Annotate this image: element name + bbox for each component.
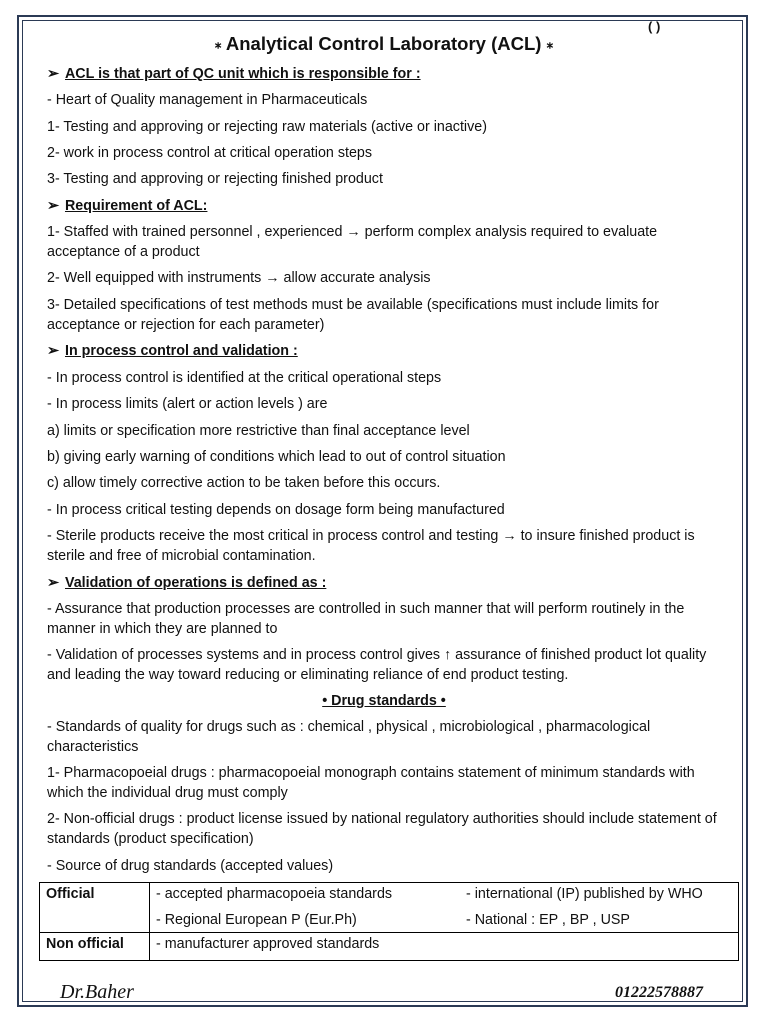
official-value: - accepted pharmacopoeia standards (156, 886, 393, 902)
text-line: 3- Detailed specifications of test methods must be available (specifications must include limits for acceptance or rejection for each parameter) (47, 297, 659, 333)
text-line: 1- Testing and approving or rejecting raw materials (active or inactive) (47, 119, 487, 135)
text-line: 1- Pharmacopoeial drugs : pharmacopoeial monograph contains statement of minimum standards with which the individual drug must comply (47, 765, 695, 801)
text-line: c) allow timely corrective action to be taken before this occurs. (47, 475, 441, 491)
table-row (40, 933, 739, 961)
phone-number: 01222578887 (615, 984, 703, 1001)
title-star-left: ⁎ (214, 36, 222, 51)
nonofficial-label: Non official (40, 933, 150, 961)
text-line: - Heart of Quality management in Pharmaceuticals (47, 92, 368, 108)
arrow-bullet-icon: ➢ (47, 66, 59, 82)
text-line: - Assurance that production processes are controlled in such manner that will perform routinely in the manner in which they are planned to (47, 601, 685, 637)
official-value: - Regional European P (Eur.Ph) (156, 912, 357, 928)
table-row (40, 883, 739, 933)
title-star-right: ⁎ (546, 36, 554, 51)
text-line: - Source of drug standards (accepted values) (47, 858, 334, 874)
drug-standards-heading: • Drug standards • (322, 693, 446, 709)
arrow-bullet-icon: ➢ (47, 198, 59, 214)
section-heading: ➢ Validation of operations is defined as : (47, 574, 326, 594)
text-line: - Sterile products receive the most critical in process control and testing → to insure finished product is sterile and free of microbial contamination. (47, 528, 695, 564)
text-line: a) limits or specification more restrictive than final acceptance level (47, 423, 470, 439)
text-line: b) giving early warning of conditions which lead to out of control situation (47, 449, 506, 465)
arrow-bullet-icon: ➢ (47, 343, 59, 359)
text-line: - In process critical testing depends on dosage form being manufactured (47, 502, 505, 518)
section-heading: ➢ In process control and validation : (47, 342, 298, 362)
text-line: 2- Well equipped with instruments → allow accurate analysis (47, 270, 431, 286)
text-line: - Standards of quality for drugs such as : chemical , physical , microbiological , pharmacological characteristics (47, 719, 651, 755)
standards-table (39, 882, 739, 961)
author-signature: Dr.Baher (60, 981, 134, 1003)
section-heading: ➢ ACL is that part of QC unit which is responsible for : (47, 65, 421, 85)
arrow-bullet-icon: ➢ (47, 575, 59, 591)
official-value: - international (IP) published by WHO (466, 886, 703, 902)
nonofficial-value: - manufacturer approved standards (150, 933, 739, 961)
title-text: Analytical Control Laboratory (ACL) (225, 33, 542, 54)
text-line: 3- Testing and approving or rejecting finished product (47, 171, 383, 187)
official-values (150, 883, 739, 933)
official-label: Official (40, 883, 150, 933)
section-heading: ➢ Requirement of ACL: (47, 197, 207, 217)
text-line: 2- work in process control at critical operation steps (47, 145, 372, 161)
text-line: - In process control is identified at the critical operational steps (47, 370, 442, 386)
text-line: - Validation of processes systems and in process control gives ↑ assurance of finished product lot quality and leading the way toward reducing or eliminating reliance of end product testing. (47, 647, 707, 683)
official-value: - National : EP , BP , USP (466, 912, 630, 928)
text-line: 1- Staffed with trained personnel , experienced → perform complex analysis required to evaluate acceptance of a product (47, 224, 658, 260)
text-line: - In process limits (alert or action levels ) are (47, 396, 328, 412)
text-line: 2- Non-official drugs : product license issued by national regulatory authorities should include statement of standards (product specification) (47, 811, 717, 847)
page-number-box: ( ) (648, 19, 661, 34)
page-title (0, 33, 768, 55)
